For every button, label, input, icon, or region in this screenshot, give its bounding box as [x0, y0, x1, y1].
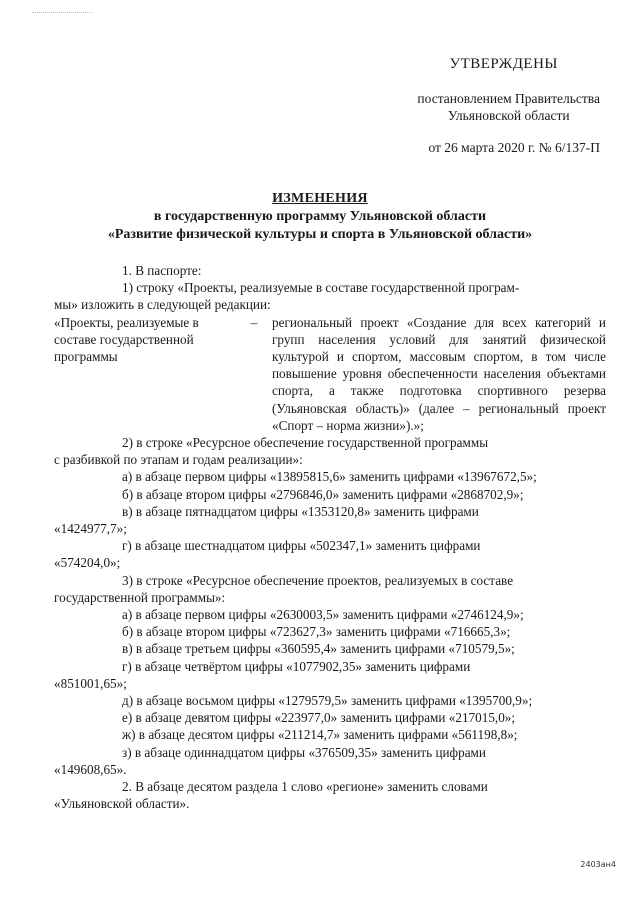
section-2-line-b: «Ульяновской области». — [54, 796, 190, 812]
item-2-a: а) в абзаце первом цифры «13895815,6» заменить цифрами «13967672,5»; — [122, 469, 537, 485]
doc-title: ИЗМЕНЕНИЯ — [272, 191, 368, 206]
item-2-b: б) в абзаце втором цифры «2796846,0» заменить цифрами «2868702,9»; — [122, 486, 524, 502]
item-2-v-line-a: в) в абзаце пятнадцатом цифры «1353120,8» заменить цифрами — [122, 503, 479, 519]
item-1-line-a: 1) строку «Проекты, реализуемые в составе государственной програм- — [122, 280, 520, 296]
item-3-g-line-b: «851001,65»; — [54, 675, 127, 691]
item-3-e: е) в абзаце девятом цифры «223977,0» заменить цифрами «217015,0»; — [122, 710, 516, 726]
decree-date: от 26 марта 2020 г. № 6/137-П — [428, 140, 600, 155]
item-2-line-b: с разбивкой по этапам и годам реализации»: — [54, 452, 303, 468]
item-3-d: д) в абзаце восьмом цифры «1279579,5» заменить цифрами «1395700,9»; — [122, 693, 533, 709]
table-right-cell: региональный проект «Создание для всех категорий и групп населения условий для занятий физической культурой и спортом, массовым спортом, в том числе повышение уровня обеспеченности населения объектами спорта, а также подготовка спортивного резерва (Ульяновская область)» (далее – региональный проект «Спорт – норма жизни»).»; — [272, 314, 606, 433]
document-body — [54, 262, 606, 813]
item-2-g-line-a: г) в абзаце шестнадцатом цифры «502347,1» заменить цифрами — [122, 538, 481, 554]
item-2-v-line-b: «1424977,7»; — [54, 521, 127, 537]
item-3-b: б) в абзаце втором цифры «723627,3» заменить цифрами «716665,3»; — [122, 624, 511, 640]
item-3-z-line-b: «149608,65». — [54, 761, 127, 777]
section-1-heading: 1. В паспорте: — [122, 263, 202, 278]
doc-subtitle-2: «Развитие физической культуры и спорта в Ульяновской области» — [107, 227, 533, 242]
item-3-line-b: государственной программы»: — [54, 589, 226, 605]
item-3-z-line-a: з) в абзаце одиннадцатом цифры «376509,35» заменить цифрами — [122, 744, 486, 760]
item-3-line-a: 3) в строке «Ресурсное обеспечение проектов, реализуемых в составе — [122, 572, 514, 588]
item-3-g-line-a: г) в абзаце четвёртом цифры «1077902,35» заменить цифрами — [122, 658, 471, 674]
item-3-v: в) в абзаце третьем цифры «360595,4» заменить цифрами «710579,5»; — [122, 641, 515, 657]
item-3-zh: ж) в абзаце десятом цифры «211214,7» заменить цифрами «561198,8»; — [122, 727, 518, 743]
item-1-line-b: мы» изложить в следующей редакции: — [54, 297, 271, 313]
table-dash: – — [250, 314, 258, 330]
decree-line-1: постановлением Правительства — [417, 91, 600, 106]
approved-label: УТВЕРЖДЕНЫ — [449, 56, 558, 72]
decree-reference — [417, 90, 600, 124]
table-left-cell: «Проекты, реализуемые в составе государственной программы — [54, 314, 199, 365]
item-2-g-line-b: «574204,0»; — [54, 555, 121, 571]
decree-line-2: Ульяновской области — [447, 108, 570, 123]
document-code: 2403ан4 — [580, 860, 616, 869]
item-2-line-a: 2) в строке «Ресурсное обеспечение государственной программы — [122, 435, 489, 451]
doc-subtitle-1: в государственную программу Ульяновской области — [153, 209, 487, 224]
projects-table-row — [54, 314, 606, 434]
item-3-a: а) в абзаце первом цифры «2630003,5» заменить цифрами «2746124,9»; — [122, 607, 524, 623]
section-2-line-a: 2. В абзаце десятом раздела 1 слово «регионе» заменить словами — [122, 779, 488, 795]
scan-artifact — [32, 12, 92, 19]
